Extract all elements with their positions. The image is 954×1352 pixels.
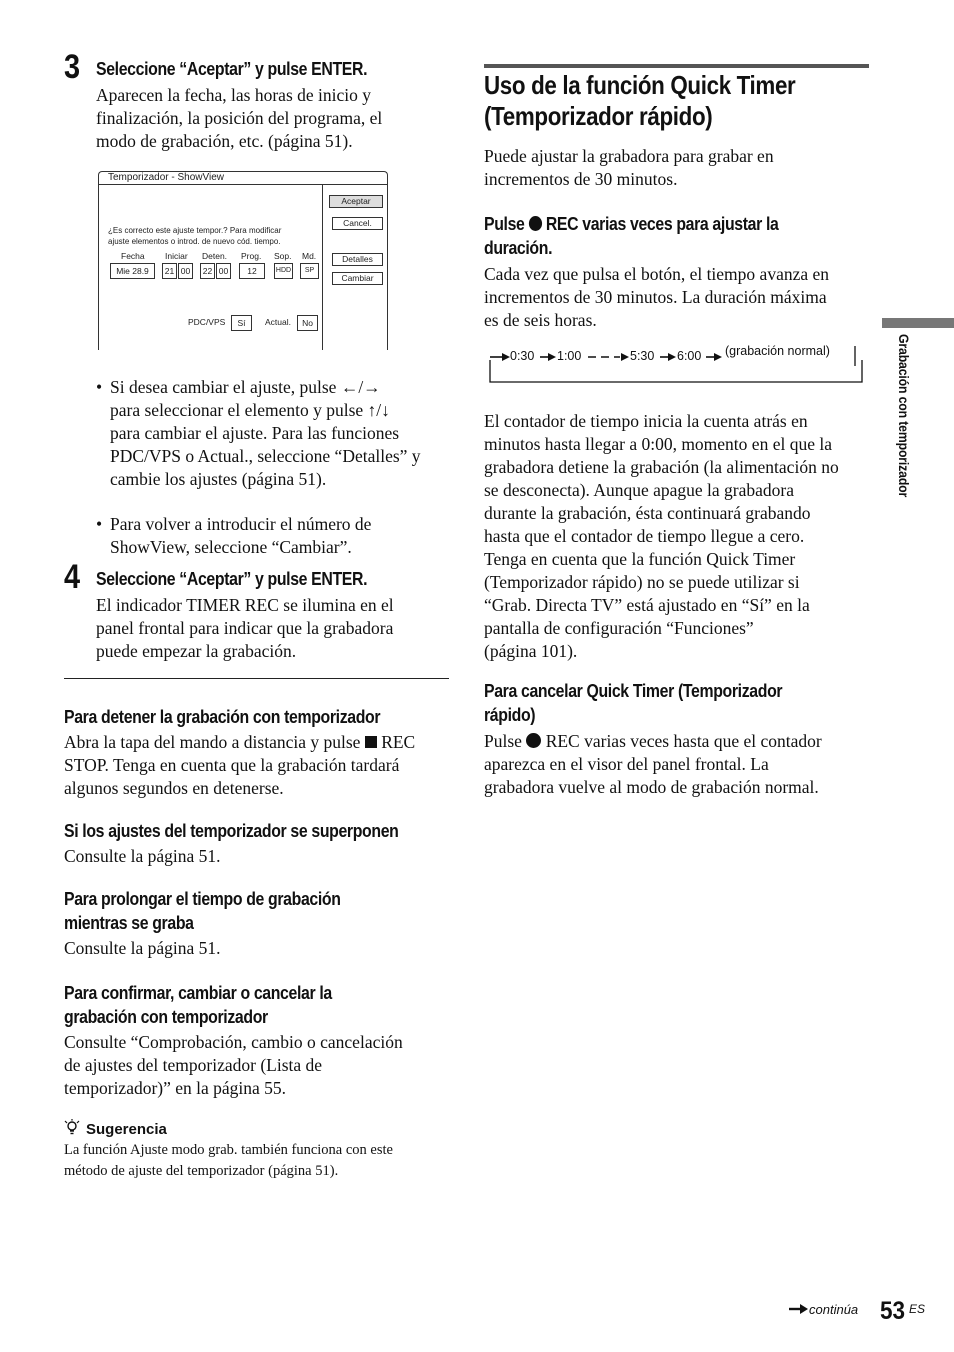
cambiar-button[interactable]: Cambiar <box>332 272 383 285</box>
rec-icon <box>529 216 542 231</box>
page-suffix: ES <box>909 1302 926 1316</box>
pdc-label: PDC/VPS <box>188 317 226 327</box>
label-iniciar: Iniciar <box>165 251 188 261</box>
tip-label: Sugerencia <box>86 1121 167 1138</box>
screen-title: Temporizador - ShowView <box>108 172 224 183</box>
page-number: 53 <box>880 1297 906 1325</box>
start-minute-field[interactable]: 00 <box>178 263 193 279</box>
normal-recording-label: (grabación normal) <box>725 344 830 358</box>
stop-icon <box>365 736 377 748</box>
lightbulb-icon <box>64 1119 82 1137</box>
time-1-00: 1:00 <box>557 349 582 363</box>
sop-field[interactable]: HDD <box>274 263 293 279</box>
superponen-text: Consulte la página 51. <box>64 846 221 866</box>
prolongar-text: Consulte la página 51. <box>64 938 221 958</box>
fecha-field[interactable]: Mie 28.9 <box>110 263 155 279</box>
time-5-30: 5:30 <box>630 349 655 363</box>
label-prog: Prog. <box>241 251 262 261</box>
tip-text: La función Ajuste modo grab. también funciona con este método de ajuste del temporizador (página 51). <box>64 1142 393 1179</box>
step-4-heading: Seleccione “Aceptar” y pulse ENTER. <box>96 569 368 589</box>
superponen-heading: Si los ajustes del temporizador se superponen <box>64 821 399 841</box>
md-field[interactable]: SP <box>300 263 319 279</box>
time-0-30: 0:30 <box>510 349 535 363</box>
cancel-text: Pulse REC varias veces hasta que el contador aparezca en el visor del panel frontal. La grabadora vuelve al modo de grabación normal. <box>484 731 822 797</box>
start-hour-field[interactable]: 21 <box>162 263 177 279</box>
prolongar-heading: Para prolongar el tiempo de grabación mientras se graba <box>64 889 341 933</box>
showview-screen <box>98 171 388 351</box>
divider <box>64 678 449 679</box>
side-tab-bar <box>882 318 954 328</box>
tip-header <box>64 1119 167 1139</box>
pulse-heading: Pulse REC varias veces para ajustar la duración. <box>484 214 779 258</box>
label-deten: Deten. <box>202 251 228 261</box>
intro-text: Puede ajustar la grabadora para grabar en incrementos de 30 minutos. <box>484 146 774 189</box>
step-4-text: El indicador TIMER REC se ilumina en el panel frontal para indicar que la grabadora puede empezar la grabación. <box>96 595 394 661</box>
actual-label: Actual. <box>265 317 291 327</box>
side-tab-label: Grabación con temporizador <box>896 334 912 498</box>
step-3-text: Aparecen la fecha, las horas de inicio y finalización, la posición del programa, el modo de grabación, etc. (página 51). <box>96 85 383 151</box>
timer-diagram <box>488 338 864 384</box>
continua-indicator: continúa <box>789 1302 858 1317</box>
screen-question: ¿Es correcto este ajuste tempor.? Para modificar ajuste elementos o introd. de nuevo cód. tiempo. <box>108 226 282 246</box>
title-rule <box>484 64 869 68</box>
aceptar-button[interactable]: Aceptar <box>329 195 383 208</box>
label-fecha: Fecha <box>121 251 145 261</box>
confirmar-heading: Para confirmar, cambiar o cancelar la grabación con temporizador <box>64 983 332 1027</box>
step-3-number: 3 <box>64 48 81 86</box>
cancel-button[interactable]: Cancel. <box>332 217 383 230</box>
prog-field[interactable]: 12 <box>239 263 265 279</box>
arrow-right-icon <box>789 1303 809 1315</box>
time-6-00: 6:00 <box>677 349 702 363</box>
rec-icon <box>526 733 541 748</box>
page-title: Uso de la función Quick Timer (Temporizador rápido) <box>484 70 796 131</box>
actual-field[interactable]: No <box>297 315 318 331</box>
pulse-text: Cada vez que pulsa el botón, el tiempo avanza en incrementos de 30 minutos. La duración máxima es de seis horas. <box>484 264 830 330</box>
confirmar-text: Consulte “Comprobación, cambio o cancelación de ajustes del temporizador (Lista de temporizador)” en la página 55. <box>64 1032 403 1098</box>
detalles-button[interactable]: Detalles <box>332 253 383 266</box>
label-sop: Sop. <box>274 251 292 261</box>
detener-text: Abra la tapa del mando a distancia y pulse REC STOP. Tenga en cuenta que la grabación tardará algunos segundos en detenerse. <box>64 732 416 798</box>
step-4-number: 4 <box>64 558 81 596</box>
detener-heading: Para detener la grabación con temporizador <box>64 707 381 727</box>
step-3-heading: Seleccione “Aceptar” y pulse ENTER. <box>96 59 368 79</box>
label-md: Md. <box>302 251 317 261</box>
stop-minute-field[interactable]: 00 <box>216 263 231 279</box>
contador-text: El contador de tiempo inicia la cuenta atrás en minutos hasta llegar a 0:00, momento en el que la grabadora detiene la grabación (la alimentación no se desconecta). Aunque apague la grabadora durante la grabación, ésta continuará grabando hasta que el contador de tiempo llegue a cero. Tenga en cuenta que la función Quick Timer (Temporizador rápido) no se puede utilizar si “Grab. Directa TV” está ajustado en “Sí” en la pantalla de configuración “Funciones” (página 101). <box>484 411 839 661</box>
pdc-field[interactable]: Sí <box>231 315 252 331</box>
cancel-heading: Para cancelar Quick Timer (Temporizador rápido) <box>484 681 783 725</box>
stop-hour-field[interactable]: 22 <box>200 263 215 279</box>
